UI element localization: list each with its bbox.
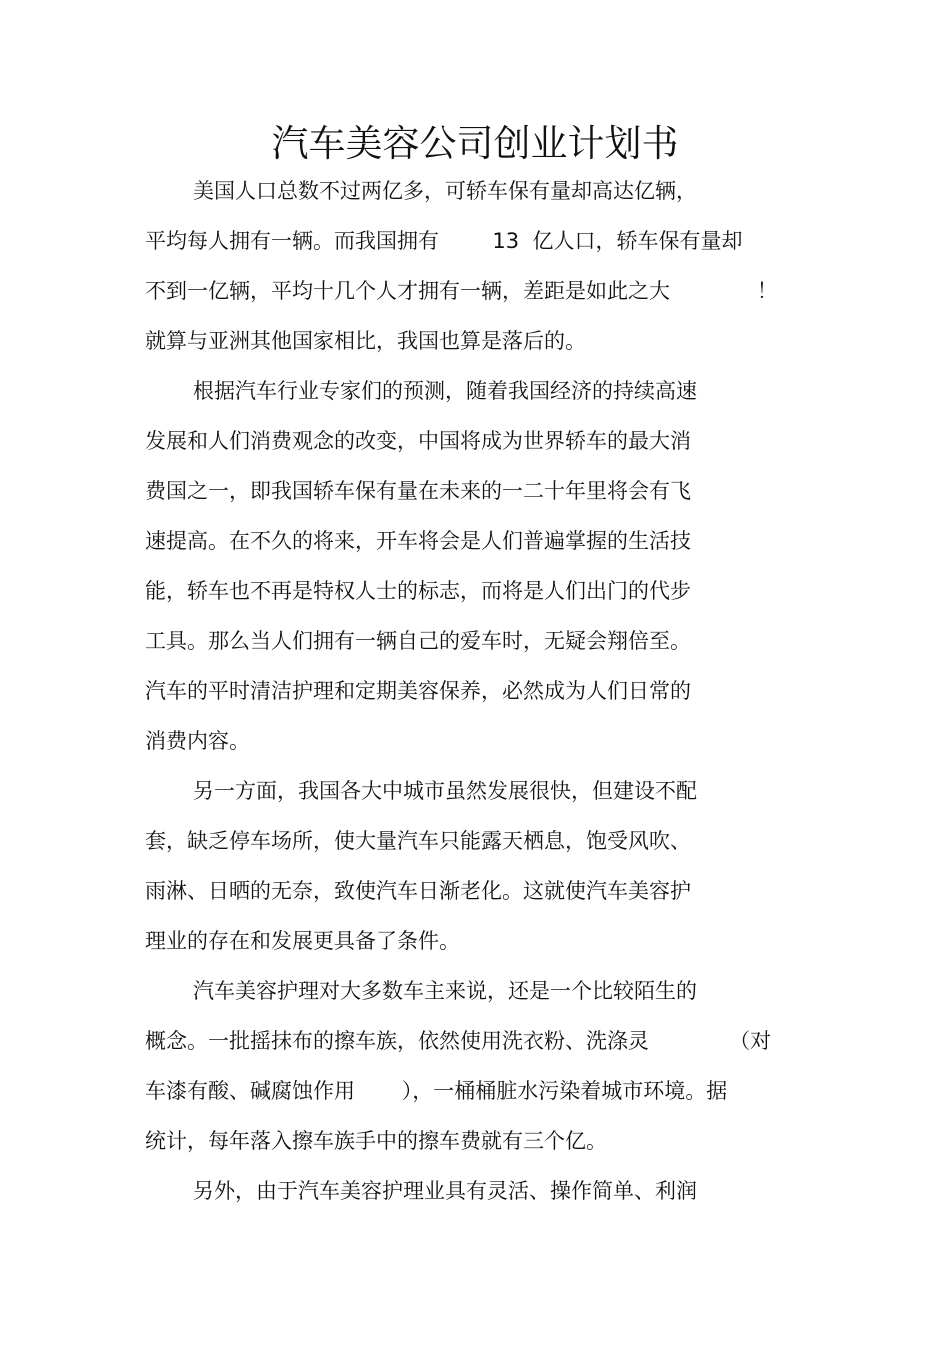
document-title: 汽车美容公司创业计划书 xyxy=(271,122,679,165)
paragraph-line: 速提高。在不久的将来，开车将会是人们普遍掌握的生活技 xyxy=(145,529,691,553)
paragraph-line: 汽车的平时清洁护理和定期美容保养，必然成为人们日常的 xyxy=(145,679,691,703)
paragraph-line: 发展和人们消费观念的改变，中国将成为世界轿车的最大消 xyxy=(145,429,691,453)
paragraph-line: 能，轿车也不再是特权人士的标志，而将是人们出门的代步 xyxy=(145,579,691,603)
paragraph-line: 不到一亿辆，平均十几个人才拥有一辆，差距是如此之大 ！ xyxy=(145,279,778,303)
paragraph-line: 理业的存在和发展更具备了条件。 xyxy=(145,929,460,953)
paragraph-line: 美国人口总数不过两亿多，可轿车保有量却高达亿辆， xyxy=(193,179,697,203)
paragraph-line: 另一方面，我国各大中城市虽然发展很快，但建设不配 xyxy=(193,779,697,803)
paragraph-line: 另外，由于汽车美容护理业具有灵活、操作简单、利润 xyxy=(193,1179,697,1203)
paragraph-line: 消费内容。 xyxy=(145,729,250,753)
paragraph-line: 费国之一，即我国轿车保有量在未来的一二十年里将会有飞 xyxy=(145,479,691,503)
paragraph-line: 车漆有酸、碱腐蚀作用 ），一桶桶脏水污染着城市环境。据 xyxy=(145,1079,728,1103)
paragraph-line: 雨淋、日晒的无奈，致使汽车日渐老化。这就使汽车美容护 xyxy=(145,879,691,903)
paragraph-line: 平均每人拥有一辆。而我国拥有 13 亿人口，轿车保有量却 xyxy=(145,229,743,253)
paragraph-line: 工具。那么当人们拥有一辆自己的爱车时，无疑会翔倍至。 xyxy=(145,629,691,653)
paragraph-line: 统计，每年落入擦车族手中的擦车费就有三个亿。 xyxy=(145,1129,607,1153)
paragraph-line: 汽车美容护理对大多数车主来说，还是一个比较陌生的 xyxy=(193,979,697,1003)
paragraph-line: 概念。一批摇抹布的擦车族，依然使用洗衣粉、洗涤灵 （对 xyxy=(145,1029,772,1053)
paragraph-line: 根据汽车行业专家们的预测，随着我国经济的持续高速 xyxy=(193,379,697,403)
paragraph-line: 套，缺乏停车场所，使大量汽车只能露天栖息，饱受风吹、 xyxy=(145,829,691,853)
paragraph-line: 就算与亚洲其他国家相比，我国也算是落后的。 xyxy=(145,329,586,353)
